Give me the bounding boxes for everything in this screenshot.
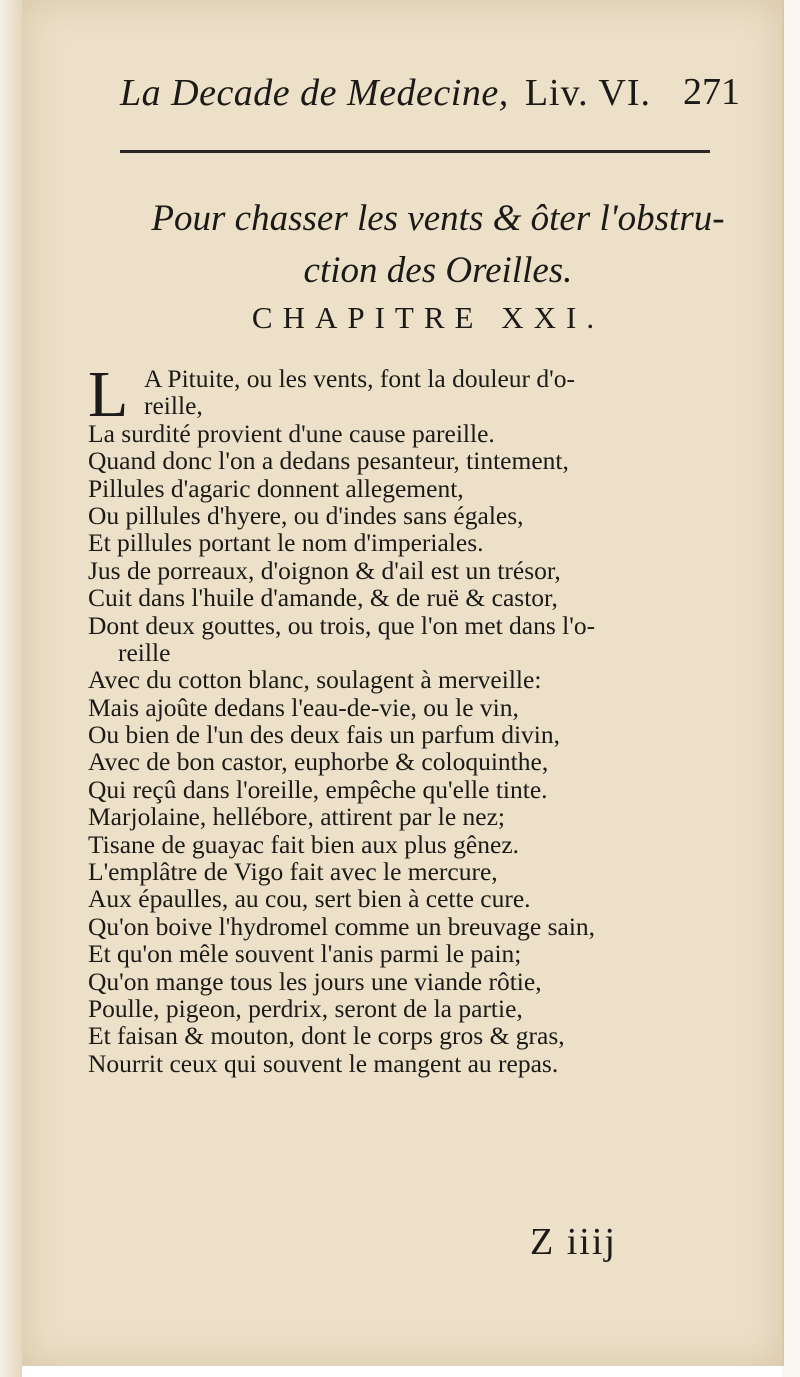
poem-line: Jus de porreaux, d'oignon & d'ail est un trésor, (88, 555, 561, 585)
poem-line: Et qu'on mêle souvent l'anis parmi le pain; (88, 939, 522, 969)
poem-lines (88, 420, 738, 1077)
signature-mark: Z iiij (530, 1221, 617, 1263)
poem-line: Tisane de guayac fait bien aux plus gênez. (88, 829, 520, 859)
poem-opening (88, 358, 738, 431)
header-rule (120, 150, 710, 153)
page-margin-right (782, 0, 800, 1377)
poem-line: Marjolaine, hellébore, attirent par le nez; (88, 802, 506, 832)
drop-cap: L (88, 358, 129, 431)
running-head-title: La Decade de Medecine, (120, 72, 509, 114)
poem-line: Quand donc l'on a dedans pesanteur, tintement, (88, 446, 569, 476)
section-heading-line-1: Pour chasser les vents & ôter l'obstru- (151, 198, 725, 239)
poem-line: Nourrit ceux qui souvent le mangent au repas. (88, 1048, 559, 1078)
poem-line: Qu'on mange tous les jours une viande rôtie, (88, 966, 542, 996)
poem-line: Avec de bon castor, euphorbe & coloquinthe, (88, 747, 549, 777)
poem-line: Ou bien de l'un des deux fais un parfum divin, (88, 720, 560, 750)
running-head-book: Liv. VI. (524, 72, 652, 114)
poem-line: Avec du cotton blanc, soulagent à merveille: (88, 665, 542, 695)
poem-line: La surdité provient d'une cause pareille. (88, 418, 495, 448)
poem-line: Qui reçû dans l'oreille, empêche qu'elle tinte. (88, 774, 548, 804)
poem-line: A Pituite, ou les vents, font la douleur d'o- (144, 364, 575, 393)
poem-line: Mais ajoûte dedans l'eau-de-vie, ou le vin, (88, 692, 519, 722)
poem-line: Et pillules portant le nom d'imperiales. (88, 528, 484, 558)
chapter-title: CHAPITRE XXI. (251, 300, 605, 335)
poem-line: reille (118, 637, 171, 667)
poem-line: Dont deux gouttes, ou trois, que l'on met dans l'o- (88, 610, 596, 640)
poem-line: Pillules d'agaric donnent allegement, (88, 473, 464, 503)
poem-line: Et faisan & mouton, dont le corps gros & gras, (88, 1021, 565, 1051)
poem-line: reille, (144, 391, 203, 421)
poem-text (88, 358, 738, 1078)
page-gutter (0, 0, 22, 1377)
poem-line: L'emplâtre de Vigo fait avec le mercure, (88, 857, 498, 887)
page-number: 271 (683, 71, 740, 113)
poem-line: Poulle, pigeon, perdrix, seront de la partie, (88, 994, 523, 1023)
section-heading-line-2: ction des Oreilles. (303, 250, 573, 291)
poem-line: Qu'on boive l'hydromel comme un breuvage sain, (88, 911, 596, 941)
poem-line: Ou pillules d'hyere, ou d'indes sans égales, (88, 500, 524, 530)
running-head (120, 70, 740, 115)
poem-line: Cuit dans l'huile d'amande, & de ruë & castor, (88, 583, 558, 613)
section-heading (118, 193, 758, 297)
poem-line: Aux épaulles, au cou, sert bien à cette cure. (88, 884, 531, 914)
